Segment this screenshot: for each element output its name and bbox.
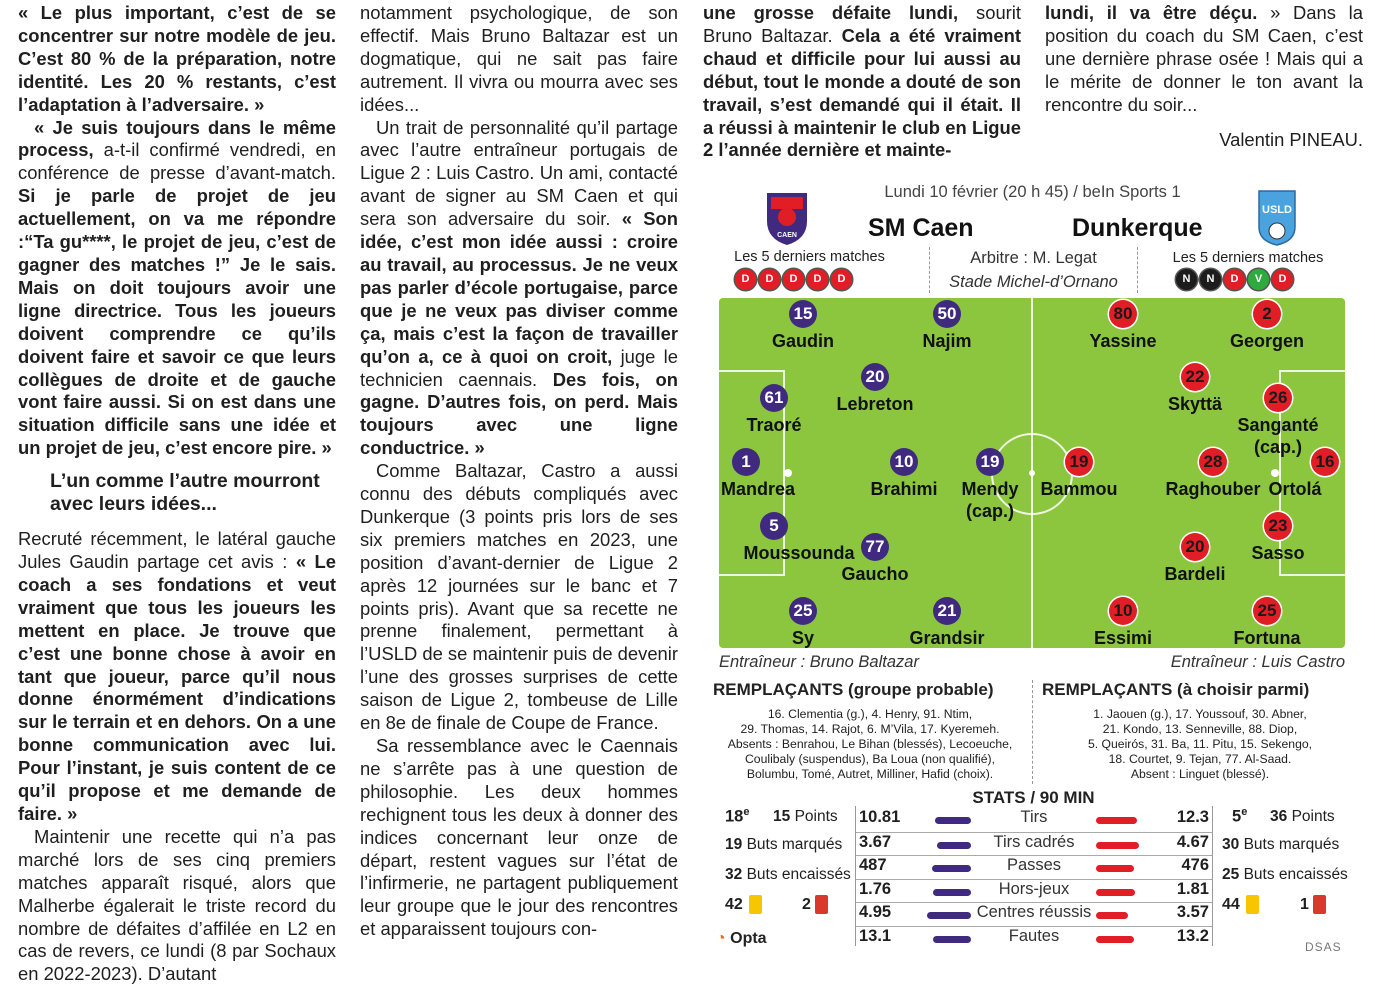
stadium: Stade Michel-d’Ornano xyxy=(949,273,1118,291)
home-last5-label: Les 5 derniers matches xyxy=(734,249,885,265)
home-red-count: 2 xyxy=(802,896,811,913)
player-away: 80 Yassine xyxy=(1123,314,1124,315)
away-conceded: 25 Buts encaissés xyxy=(1222,866,1348,883)
stat-away-value: 12.3 xyxy=(1176,808,1209,826)
stats-title: STATS / 90 MIN xyxy=(972,788,1095,807)
stat-away-bar xyxy=(1096,842,1139,849)
paragraph: une grosse défaite lundi, sourit Bruno Baltazar. Cela a été vraiment chaud et difficile pour lui aussi au début, tout le monde a douté de son travail, s’est demandé qui il était. Il a réussi à maintenir le club en Ligue 2 l’année dernière et mainte- xyxy=(703,2,1021,161)
player-home: 1 Mandrea xyxy=(746,462,747,463)
referee: Arbitre : M. Legat xyxy=(970,249,1097,267)
dunkerque-crest-text: USLD xyxy=(1262,204,1292,216)
stat-home-bar xyxy=(932,865,971,872)
player-away: 16 Ortolá xyxy=(1325,462,1326,463)
divider xyxy=(1032,680,1033,784)
form-result-badge: D xyxy=(783,269,804,290)
stat-label: Passes xyxy=(1006,856,1062,874)
form-result-badge: D xyxy=(1224,269,1245,290)
stat-label: Tirs cadrés xyxy=(993,832,1075,851)
player-home: 25 Sy xyxy=(803,611,804,612)
player-away: 10 Essimi xyxy=(1123,611,1124,612)
divider xyxy=(1137,247,1138,293)
stat-home-bar xyxy=(933,936,971,943)
home-subs-title: REMPLAÇANTS (groupe probable) xyxy=(713,680,994,699)
form-result-badge: D xyxy=(1272,269,1293,290)
player-home: 20 Lebreton xyxy=(875,377,876,378)
article-column-1 xyxy=(18,2,336,985)
away-team-name: Dunkerque xyxy=(1072,214,1203,242)
player-home: 5 Moussounda xyxy=(774,526,775,527)
stat-home-value: 3.67 xyxy=(859,832,892,851)
stat-row xyxy=(856,832,1212,856)
dunkerque-crest-icon xyxy=(1255,187,1299,247)
away-points: 36 Points xyxy=(1270,808,1335,825)
opta-icon: ◔ xyxy=(716,930,726,947)
paragraph: Maintenir une recette qui n’a pas marché lors de ses cinq premiers matches apparaît risqué, alors que Malherbe égalerait le triste record du nombre de défaites d’affilée en L2 en cas de revers, ce lundi (8 par Sochaux en 2022-2023). D’autant xyxy=(18,825,336,985)
player-home: 77 Gaucho xyxy=(875,547,876,548)
home-yellow-count: 42 xyxy=(725,896,743,913)
paragraph: Sa ressemblance avec le Caennais ne s’arrête pas à une question de philosophie. Les deux hommes rechignent tous les deux à donner des indices concernant leur onze de départ, restent vagues sur l’état de l’infirmerie, ne partagent publiquement leur groupe que le jour des rencontres et apparaissent toujours con- xyxy=(360,735,678,940)
paragraph: notamment psychologique, de son effectif. Mais Bruno Baltazar est un dogmatique, qui ne sait pas faire autrement. Il vivra ou mourra avec ses idées... xyxy=(360,2,678,115)
stat-label: Tirs xyxy=(1020,808,1048,826)
penalty-spot xyxy=(784,469,792,477)
caen-crest-icon xyxy=(762,187,812,247)
divider xyxy=(1212,806,1213,946)
paragraph: Un trait de personnalité qu’il partage avec l’autre entraîneur portugais de Ligue 2 : Luis Castro. Un ami, contacté avant de signer au SM Caen et qui sera son adversaire du soir. « Son idée, c’est mon idée aussi : croire au travail, au processus. Je ne veux pas parler d’école portugaise, parce que je ne veux pas diviser comme ça, mais c’est la façon de travailler qu’on a, ce à quoi on croit, juge le technicien caennais. Des fois, on gagne. D’autres fois, on perd. Mais toujours avec une ligne conductrice. » xyxy=(360,116,678,459)
caen-crest-text: CAEN xyxy=(777,232,797,239)
away-red-count: 1 xyxy=(1300,896,1309,913)
stat-away-bar xyxy=(1096,865,1134,872)
pitch xyxy=(719,298,1345,648)
home-last5 xyxy=(735,269,855,290)
player-away: 22 Skyttä xyxy=(1195,377,1196,378)
player-away: 26 Sanganté (cap.) xyxy=(1278,398,1279,399)
stat-row xyxy=(856,926,1212,950)
player-home: 61 Traoré xyxy=(774,398,775,399)
stat-away-bar xyxy=(1096,912,1128,919)
form-result-badge: N xyxy=(1200,269,1221,290)
player-away: 25 Fortuna xyxy=(1267,611,1268,612)
away-last5 xyxy=(1176,269,1296,290)
center-spot xyxy=(1029,470,1035,476)
away-last5-label: Les 5 derniers matches xyxy=(1172,250,1324,266)
signature: Valentin PINEAU. xyxy=(1219,128,1363,150)
stat-home-value: 4.95 xyxy=(859,903,892,921)
paragraph: « Le plus important, c’est de se concentrer sur notre modèle de jeu. C’est 80 % de la préparation, notre identité. Les 20 % restants, c’est l’adaptation à l’adversaire. » xyxy=(18,2,336,115)
player-home: 21 Grandsir xyxy=(947,611,948,612)
stat-away-bar xyxy=(1096,817,1137,824)
stat-home-value: 487 xyxy=(859,856,887,874)
stat-row xyxy=(856,902,1212,926)
away-scored: 30 Buts marqués xyxy=(1222,836,1340,853)
away-subs-title: REMPLAÇANTS (à choisir parmi) xyxy=(1042,680,1310,699)
paragraph: lundi, il va être déçu. » Dans la position du coach du SM Caen, c’est une dernière phrase osée ! Mais qui a le mérite de donner le ton avant la rencontre du soir... xyxy=(1045,2,1363,115)
stat-row xyxy=(856,879,1212,903)
home-scored: 19 Buts marqués xyxy=(725,836,843,853)
stat-away-bar xyxy=(1096,889,1135,896)
paragraph: « Je suis toujours dans le même process, a-t-il confirmé vendredi, en conférence de presse d’avant-match. Si je parle de projet de jeu actuellement, on va me répondre :“Ta gu****, le projet de jeu, c’est de gagner des matches !” Je le sais. Mais on doit toujours avoir une ligne directrice. Tous les joueurs doivent comprendre ce qu’ils doivent faire et savoir ce que leurs collègues de droite et de gauche vont faire aussi. Si on est dans une situation difficile sans une idée et un projet de jeu, c’est encore pire. » xyxy=(18,116,336,459)
stat-home-value: 10.81 xyxy=(859,808,901,826)
opta-logo: ◔ Opta xyxy=(716,930,767,947)
stat-away-value: 13.2 xyxy=(1176,926,1209,945)
credit: DSAS xyxy=(1305,940,1342,954)
away-subs: 1. Jaouen (g.), 17. Youssouf, 30. Abner, 21. Kondo, 13. Senneville, 88. Diop, 5. Queirós, 31. Ba, 11. Pitu, 15. Sekengo, 18. Courtet, 9. Tejan, 77. Al-Saad. Absent : Linguet (blessé). xyxy=(1087,707,1313,782)
stat-away-value: 3.57 xyxy=(1176,903,1209,921)
away-rank: 5e xyxy=(1232,806,1248,826)
article-column-3 xyxy=(703,2,1021,172)
yellow-card-icon xyxy=(749,895,762,914)
form-result-badge: D xyxy=(831,269,852,290)
away-yellow-count: 44 xyxy=(1222,896,1240,913)
broadcast-info: Lundi 10 février (20 h 45) / beIn Sports 1 xyxy=(884,183,1181,201)
paragraph: Recruté récemment, le latéral gauche Jules Gaudin partage cet avis : « Le coach a ses fondations et veut vraiment que tous les joueurs les mettent en place. Je trouve que c’est une bonne chose à avoir en tant que joueur, parce qu’il nous donne énormément d’indications sur le terrain et en dehors. On a une bonne communication avec lui. Pour l’instant, je suis content de ce qu’il propose et me demande de faire. » xyxy=(18,528,336,824)
form-result-badge: V xyxy=(1248,269,1269,290)
stat-home-bar xyxy=(933,889,971,896)
stat-row xyxy=(856,855,1212,879)
yellow-card-icon xyxy=(1246,895,1259,914)
stat-away-value: 4.67 xyxy=(1176,832,1209,851)
stat-label: Centres réussis xyxy=(976,903,1092,921)
player-away: 19 Bammou xyxy=(1079,462,1080,463)
player-home: 50 Najim xyxy=(947,314,948,315)
away-coach: Entraîneur : Luis Castro xyxy=(1170,653,1345,671)
stat-home-bar xyxy=(935,817,971,824)
paragraph: Comme Baltazar, Castro a aussi connu des débuts compliqués avec Dunkerque (3 points pris lors de ses six premiers matches en 2023, une position d’avant-dernier de Ligue 2 après 12 journées sur le banc et 7 points pris). Avant que sa recette ne prenne finalement, permettant à l’USLD de se maintenir puis de devenir l’une des grosses surprises de cette saison de Ligue 2, tombeuse de Lille en 8e de finale de Coupe de France. xyxy=(360,460,678,734)
player-away: 23 Sasso xyxy=(1278,526,1279,527)
subheading: L’un comme l’autre mourront avec leurs idées... xyxy=(50,470,320,516)
penalty-spot xyxy=(1271,469,1279,477)
stat-label: Fautes xyxy=(1008,926,1060,945)
stat-home-value: 1.76 xyxy=(859,879,892,898)
form-result-badge: N xyxy=(1176,269,1197,290)
stat-home-bar xyxy=(927,912,971,919)
article-column-2 xyxy=(360,2,678,972)
form-result-badge: D xyxy=(759,269,780,290)
stat-row xyxy=(856,808,1212,832)
article-column-4 xyxy=(1045,2,1363,172)
stat-away-bar xyxy=(1096,936,1134,943)
player-away: 20 Bardeli xyxy=(1195,547,1196,548)
home-conceded: 32 Buts encaissés xyxy=(725,866,851,883)
form-result-badge: D xyxy=(735,269,756,290)
player-home: 10 Brahimi xyxy=(904,462,905,463)
form-result-badge: D xyxy=(807,269,828,290)
home-coach: Entraîneur : Bruno Baltazar xyxy=(719,653,919,671)
stat-away-value: 1.81 xyxy=(1176,879,1209,898)
home-points: 15 Points xyxy=(773,808,838,825)
stats-table xyxy=(856,808,1212,948)
home-team-name: SM Caen xyxy=(868,214,974,242)
stat-home-value: 13.1 xyxy=(859,926,892,945)
red-card-icon xyxy=(815,895,828,914)
player-away: 2 Georgen xyxy=(1267,314,1268,315)
red-card-icon xyxy=(1313,895,1326,914)
home-rank: 18e xyxy=(725,806,750,826)
player-home: 15 Gaudin xyxy=(803,314,804,315)
stat-away-value: 476 xyxy=(1181,856,1209,874)
stat-home-bar xyxy=(937,842,971,849)
stat-label: Hors-jeux xyxy=(998,879,1070,898)
home-subs: 16. Clementia (g.), 4. Henry, 91. Ntim, 29. Thomas, 14. Rajot, 6. M’Vila, 17. Kyeremeh. Absents : Benrahou, Le Bihan (blessés), Lecoeuche, Coulibaly (suspendus), Ba Loua (non qualifié), Bolumbu, Tomé, Autret, Milliner, Hafid (choix). xyxy=(727,707,1013,782)
player-home: 19 Mendy (cap.) xyxy=(990,462,991,463)
player-away: 28 Raghouber xyxy=(1213,462,1214,463)
